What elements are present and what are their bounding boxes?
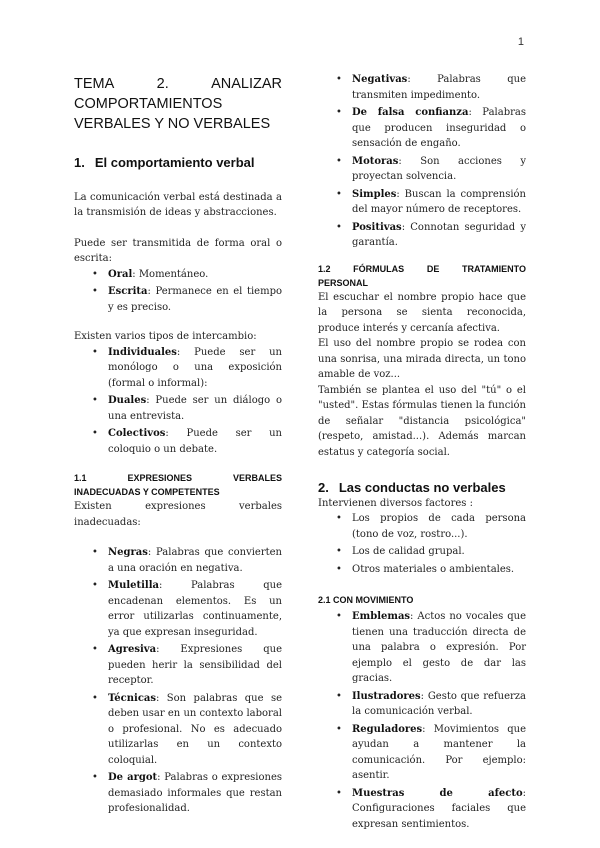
list-item bbox=[318, 689, 526, 720]
item-term: Reguladores bbox=[352, 723, 423, 735]
item-desc: : Configuraciones faciales que expresan sentimientos. bbox=[352, 787, 526, 830]
list-item bbox=[318, 187, 526, 218]
item-term: Motoras bbox=[352, 155, 399, 167]
exchanges-intro: Existen varios tipos de intercambio: bbox=[74, 331, 257, 342]
page-number: 1 bbox=[517, 36, 524, 48]
heading-word: VERBALES bbox=[232, 473, 282, 483]
item-desc: : Palabras o expresiones demasiado informales que restan profesionalidad. bbox=[108, 772, 282, 814]
title-word-3: ANALIZAR bbox=[211, 76, 282, 92]
title-word-1: TEMA bbox=[74, 76, 115, 92]
item-term: Muestras de afecto bbox=[352, 787, 523, 799]
list-item: • Los de calidad grupal. bbox=[318, 544, 526, 560]
section-2-intro: Intervienen diversos factores : bbox=[318, 497, 473, 509]
item-term: De argot bbox=[108, 772, 158, 783]
item-desc: : Expresiones que pueden herir la sensibilidad del receptor. bbox=[108, 644, 282, 686]
item-desc: : Gesto que refuerza la comunicación verbal. bbox=[352, 690, 526, 717]
item-term: Oral bbox=[108, 268, 133, 280]
item-desc: : Puede ser un coloquio o un debate. bbox=[108, 428, 282, 455]
competent-expressions-list bbox=[318, 72, 526, 251]
heading-line-2: INADECUADAS Y COMPETENTES bbox=[74, 487, 220, 497]
section-1-intro: La comunicación verbal está destinada a la transmisión de ideas y abstracciones. bbox=[74, 191, 282, 218]
forms-intro: Puede ser transmitida de forma oral o escrita: bbox=[74, 237, 282, 264]
item-desc: : Puede ser un monólogo o una exposición (formal o informal): bbox=[108, 346, 282, 389]
item-term: Negras bbox=[108, 547, 148, 558]
item-desc: : Son acciones y proyectan solvencia. bbox=[352, 155, 526, 182]
item-term: Negativas bbox=[352, 74, 408, 85]
list-item bbox=[74, 284, 282, 315]
list-item bbox=[318, 786, 526, 833]
list-item bbox=[74, 393, 282, 424]
item-term: Simples bbox=[352, 188, 397, 200]
list-item bbox=[74, 426, 282, 457]
item-term: Técnicas bbox=[108, 692, 157, 704]
list-item bbox=[74, 691, 282, 769]
item-term: Individuales bbox=[108, 346, 177, 358]
list-item bbox=[74, 578, 282, 640]
heading-word: DE bbox=[426, 263, 440, 274]
item-desc: : Palabras que encadenan elementos. Es un error utilizarlas continuamente, ya que expresan inseguridad. bbox=[108, 580, 282, 638]
factors-list bbox=[318, 511, 526, 577]
section-2-heading bbox=[318, 480, 526, 496]
item-desc: : Puede ser un diálogo o una entrevista. bbox=[108, 395, 282, 422]
forms-list bbox=[74, 267, 282, 316]
heading-word: TRATAMIENTO bbox=[462, 263, 526, 274]
list-item bbox=[318, 72, 526, 103]
section-2-number: 2. bbox=[318, 480, 329, 495]
section-1-number: 1. bbox=[74, 155, 85, 170]
movement-list bbox=[318, 609, 526, 832]
list-item bbox=[318, 220, 526, 251]
item-desc: : Connotan seguridad y garantía. bbox=[352, 221, 526, 248]
item-term: Ilustradores bbox=[352, 690, 421, 702]
list-item bbox=[74, 642, 282, 689]
right-column bbox=[318, 72, 526, 834]
list-item: • Los propios de cada persona (tono de voz, rostro...). bbox=[318, 511, 526, 542]
heading-word: FÓRMULAS bbox=[353, 263, 405, 274]
list-item bbox=[318, 722, 526, 784]
item-desc: : Palabras que producen inseguridad o sensación de engaño. bbox=[352, 107, 526, 149]
inadequate-expressions-list bbox=[74, 545, 282, 817]
paragraph: El escuchar el nombre propio hace que la persona se sienta reconocida, produce interés y cercanía afectiva. bbox=[318, 291, 526, 334]
item-desc: : Actos no vocales que tienen una traducción directa de una palabra o expresión. Por ejemplo el gesto de dar las gracias. bbox=[352, 611, 526, 684]
section-2-1-heading: 2.1 CON MOVIMIENTO bbox=[318, 595, 414, 605]
left-column bbox=[74, 74, 282, 819]
item-term: De falsa confianza bbox=[352, 107, 469, 118]
section-1-heading bbox=[74, 155, 282, 171]
section-1-title: El comportamiento verbal bbox=[94, 155, 255, 170]
paragraph: El uso del nombre propio se rodea con una sonrisa, una mirada directa, un tono amable de voz... bbox=[318, 338, 526, 380]
item-term: Duales bbox=[108, 395, 147, 406]
list-item bbox=[74, 345, 282, 392]
item-term: Positivas bbox=[352, 221, 402, 233]
list-item bbox=[318, 105, 526, 152]
document-title bbox=[74, 74, 282, 134]
item-desc: : Momentáneo. bbox=[132, 268, 209, 280]
title-line-2: COMPORTAMIENTOS bbox=[74, 96, 223, 112]
heading-line-2: PERSONAL bbox=[318, 277, 369, 288]
section-2-title: Las conductas no verbales bbox=[338, 480, 506, 495]
paragraph: También se plantea el uso del "tú" o el "usted". Estas fórmulas tienen la función de señalar "distancia psicológica" (respeto, amistad...). Además marcan estatus y categoría social. bbox=[318, 384, 526, 458]
item-term: Escrita bbox=[108, 286, 148, 297]
title-line-3: VERBALES Y NO VERBALES bbox=[74, 116, 271, 132]
section-1-1-intro: Existen expresiones verbales inadecuadas: bbox=[74, 501, 282, 528]
list-item bbox=[318, 609, 526, 687]
list-item bbox=[318, 154, 526, 185]
section-1-2-heading bbox=[318, 262, 526, 290]
item-term: Colectivos bbox=[108, 428, 166, 439]
item-desc: : Movimientos que ayudan a mantener la comunicación. Por ejemplo: asentir. bbox=[352, 723, 526, 781]
list-item bbox=[74, 267, 282, 283]
heading-word: EXPRESIONES bbox=[127, 473, 193, 483]
exchanges-list bbox=[74, 345, 282, 458]
item-desc: : Palabras que transmiten impedimento. bbox=[352, 74, 526, 101]
item-desc: : Palabras que convierten a una oración en negativa. bbox=[108, 547, 282, 574]
section-1-1-heading bbox=[74, 471, 282, 499]
item-desc: : Permanece en el tiempo y es preciso. bbox=[108, 286, 282, 313]
item-term: Agresiva bbox=[108, 644, 157, 655]
list-item bbox=[74, 545, 282, 576]
item-desc: : Buscan la comprensión del mayor número de receptores. bbox=[352, 188, 526, 215]
item-desc: : Son palabras que se deben usar en un contexto laboral o profesional. No es adecuado utilizarlas en un contexto coloquial. bbox=[108, 692, 282, 766]
list-item bbox=[74, 770, 282, 817]
heading-num: 1.1 bbox=[74, 473, 87, 483]
item-term: Emblemas bbox=[352, 611, 411, 622]
title-word-2: 2. bbox=[156, 76, 169, 92]
list-item: • Otros materiales o ambientales. bbox=[318, 562, 526, 578]
item-term: Muletilla bbox=[108, 580, 159, 591]
heading-num: 1.2 bbox=[318, 263, 331, 274]
